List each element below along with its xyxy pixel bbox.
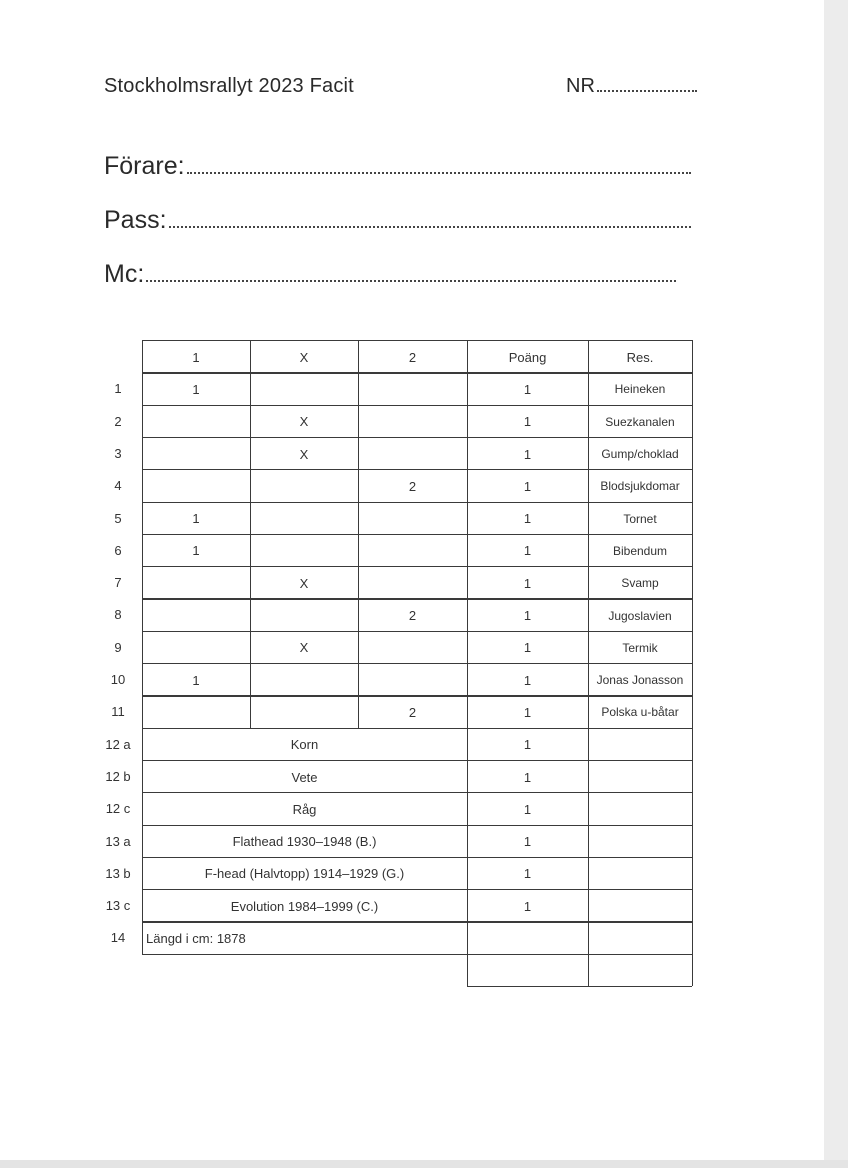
row-number: 13 c bbox=[105, 898, 131, 914]
row-number: 10 bbox=[110, 672, 126, 687]
cell-answer: Evolution 1984–1999 (C.) bbox=[230, 898, 379, 914]
row-rule bbox=[142, 857, 692, 858]
cell-1: 1 bbox=[192, 511, 200, 527]
row-rule bbox=[142, 921, 692, 922]
cell-1 bbox=[142, 568, 250, 598]
cell-points: 1 bbox=[523, 575, 532, 591]
cell-1: 1 bbox=[192, 672, 200, 688]
cell-2: 2 bbox=[408, 608, 417, 624]
cell-2 bbox=[358, 407, 467, 437]
row-number: 7 bbox=[114, 575, 122, 591]
cell-points: 1 bbox=[523, 769, 532, 785]
row-number: 3 bbox=[114, 445, 122, 461]
row-rule bbox=[142, 695, 692, 696]
row-rule bbox=[142, 340, 692, 341]
cell-result: Svamp bbox=[621, 576, 659, 591]
row-rule bbox=[142, 598, 692, 599]
col-rule bbox=[588, 340, 589, 986]
cell-1 bbox=[142, 633, 250, 663]
page-title: Stockholmsrallyt 2023 Facit bbox=[104, 75, 354, 97]
row-number: 5 bbox=[114, 510, 122, 526]
row-number: 13 a bbox=[105, 833, 131, 849]
row-rule bbox=[142, 405, 692, 406]
cell-points: 1 bbox=[523, 737, 532, 753]
cell-points: 1 bbox=[523, 414, 532, 430]
cell-answer: Råg bbox=[292, 801, 317, 817]
cell-2 bbox=[358, 665, 467, 695]
cell-points: 1 bbox=[523, 640, 532, 656]
row-rule bbox=[142, 372, 692, 373]
cell-points: 1 bbox=[523, 866, 532, 882]
row-number: 12 a bbox=[105, 736, 131, 752]
cell-result: Bibendum bbox=[612, 543, 668, 558]
cell-points: 1 bbox=[523, 704, 532, 720]
row-number: 6 bbox=[114, 542, 122, 558]
column-header: Poäng bbox=[508, 349, 547, 365]
row-number: 12 c bbox=[105, 801, 131, 817]
cell-1 bbox=[142, 407, 250, 437]
cell-2 bbox=[358, 568, 467, 598]
number-label: NR bbox=[566, 75, 595, 97]
column-header: X bbox=[299, 349, 309, 365]
cell-result: Heineken bbox=[614, 382, 666, 397]
cell-points: 1 bbox=[523, 672, 532, 688]
cell-result: Gump/choklad bbox=[601, 447, 679, 462]
cell-result: Polska u-båtar bbox=[601, 705, 679, 720]
cell-answer: F-head (Halvtopp) 1914–1929 (G.) bbox=[204, 866, 405, 882]
row-rule bbox=[142, 792, 692, 793]
cell-1 bbox=[142, 697, 250, 727]
cell-points: 1 bbox=[523, 834, 532, 850]
pass-label: Pass: bbox=[104, 206, 167, 234]
row-rule bbox=[142, 728, 692, 729]
cell-2 bbox=[358, 374, 467, 404]
cell-x bbox=[250, 665, 358, 695]
row-number: 1 bbox=[114, 381, 122, 397]
cell-result: Tornet bbox=[623, 511, 657, 526]
row-number: 12 b bbox=[105, 768, 131, 784]
col-rule bbox=[467, 340, 468, 986]
cell-2: 2 bbox=[408, 478, 417, 494]
cell-1: 1 bbox=[192, 381, 200, 397]
row-number: 9 bbox=[114, 639, 122, 655]
cell-points: 1 bbox=[523, 801, 532, 817]
cell-x bbox=[250, 600, 358, 630]
cell-points: 1 bbox=[523, 898, 532, 914]
cell-x bbox=[250, 471, 358, 501]
cell-1 bbox=[142, 439, 250, 469]
cell-result: Jonas Jonasson bbox=[596, 673, 684, 688]
row-rule bbox=[142, 954, 692, 955]
cell-answer: Flathead 1930–1948 (B.) bbox=[232, 834, 377, 850]
cell-points: 1 bbox=[523, 543, 532, 559]
cell-x bbox=[250, 536, 358, 566]
row-rule bbox=[142, 566, 692, 567]
col-rule bbox=[142, 340, 143, 954]
cell-answer: Korn bbox=[290, 737, 319, 753]
row-rule bbox=[142, 663, 692, 664]
cell-result: Blodsjukdomar bbox=[600, 479, 680, 494]
row-rule bbox=[142, 437, 692, 438]
row-rule bbox=[142, 502, 692, 503]
cell-2: 2 bbox=[408, 704, 417, 720]
cell-points: 1 bbox=[523, 511, 532, 527]
row-number: 4 bbox=[114, 478, 122, 494]
cell-length: Längd i cm: 1878 bbox=[146, 931, 246, 947]
row-rule bbox=[142, 825, 692, 826]
row-rule bbox=[142, 631, 692, 632]
cell-points: 1 bbox=[523, 608, 532, 624]
row-number: 8 bbox=[114, 607, 122, 623]
row-number: 11 bbox=[111, 704, 125, 720]
cell-points: 1 bbox=[523, 381, 532, 397]
cell-1 bbox=[142, 471, 250, 501]
row-rule bbox=[142, 469, 692, 470]
col-rule bbox=[692, 340, 693, 986]
cell-x: X bbox=[299, 414, 309, 430]
column-header: 1 bbox=[192, 349, 200, 365]
cell-2 bbox=[358, 439, 467, 469]
mc-label: Mc: bbox=[104, 260, 145, 288]
cell-2 bbox=[358, 504, 467, 534]
row-rule bbox=[142, 889, 692, 890]
row-number: 2 bbox=[114, 413, 122, 429]
column-header: Res. bbox=[626, 349, 654, 365]
col-rule bbox=[358, 340, 359, 728]
row-rule bbox=[142, 534, 692, 535]
column-header: 2 bbox=[408, 349, 417, 365]
driver-label: Förare: bbox=[104, 152, 185, 180]
cell-1: 1 bbox=[192, 543, 200, 559]
row-rule bbox=[142, 760, 692, 761]
cell-x: X bbox=[299, 640, 309, 656]
cell-result: Jugoslavien bbox=[608, 608, 672, 623]
cell-x bbox=[250, 697, 358, 727]
col-rule bbox=[250, 340, 251, 728]
cell-x bbox=[250, 374, 358, 404]
cell-2 bbox=[358, 536, 467, 566]
cell-2 bbox=[358, 633, 467, 663]
cell-result: Termik bbox=[622, 640, 658, 655]
cell-points: 1 bbox=[523, 446, 532, 462]
cell-x: X bbox=[299, 575, 309, 591]
cell-1 bbox=[142, 600, 250, 630]
row-number: 14 bbox=[110, 930, 126, 946]
cell-points: 1 bbox=[523, 478, 532, 494]
row-number: 13 b bbox=[105, 865, 131, 881]
cell-x: X bbox=[299, 446, 309, 462]
cell-answer: Vete bbox=[291, 769, 318, 785]
cell-x bbox=[250, 504, 358, 534]
row-rule bbox=[467, 986, 692, 987]
cell-result: Suezkanalen bbox=[605, 414, 675, 429]
